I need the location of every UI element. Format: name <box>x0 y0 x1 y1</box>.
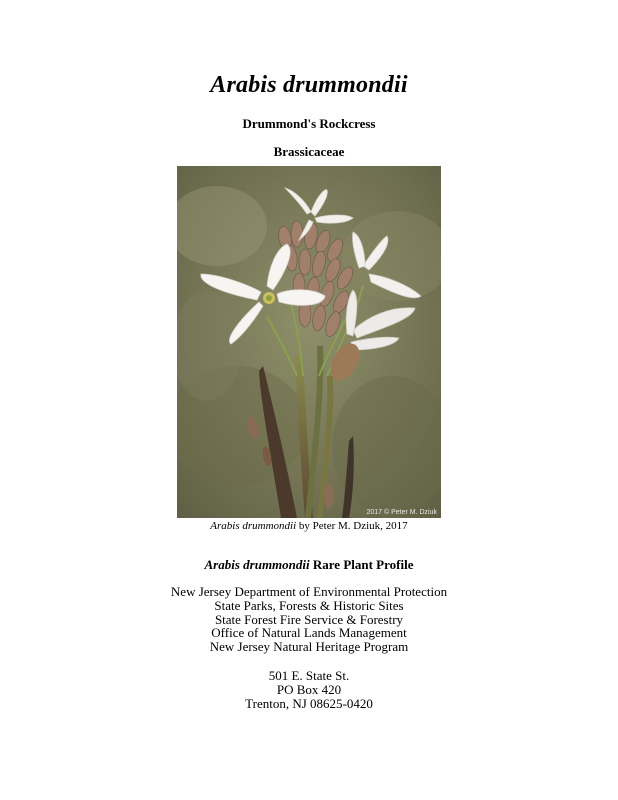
plant-photo-illustration <box>177 166 441 518</box>
plant-photo <box>177 166 441 518</box>
species-title: Arabis drummondii <box>210 72 408 98</box>
organization-line: State Parks, Forests & Historic Sites <box>214 597 404 613</box>
organization-line: State Forest Fire Service & Forestry <box>214 611 404 627</box>
profile-title <box>0 557 618 573</box>
address-line: 501 E. State St. <box>268 668 350 683</box>
address-line: Trenton, NJ 08625-0420 <box>245 695 373 711</box>
organization-block <box>0 585 618 654</box>
common-name: Drummond's Rockcress <box>242 116 376 131</box>
caption-credit: by Peter M. Dziuk, 2017 <box>296 520 408 532</box>
address-line: PO Box 420 <box>276 681 342 697</box>
organization-line: New Jersey Natural Heritage Program <box>209 639 409 655</box>
photo-caption <box>0 520 618 532</box>
photo-watermark: 2017 © Peter M. Dziuk <box>366 509 437 516</box>
address-block <box>0 669 618 710</box>
organization-line: Office of Natural Lands Management <box>211 625 407 641</box>
organization-line: New Jersey Department of Environmental Protection <box>170 584 448 599</box>
profile-title-species: Arabis drummondii <box>204 557 310 572</box>
family-name: Brassicaceae <box>273 144 345 159</box>
caption-species: Arabis drummondii <box>210 520 297 532</box>
profile-title-rest: Rare Plant Profile <box>309 557 414 572</box>
